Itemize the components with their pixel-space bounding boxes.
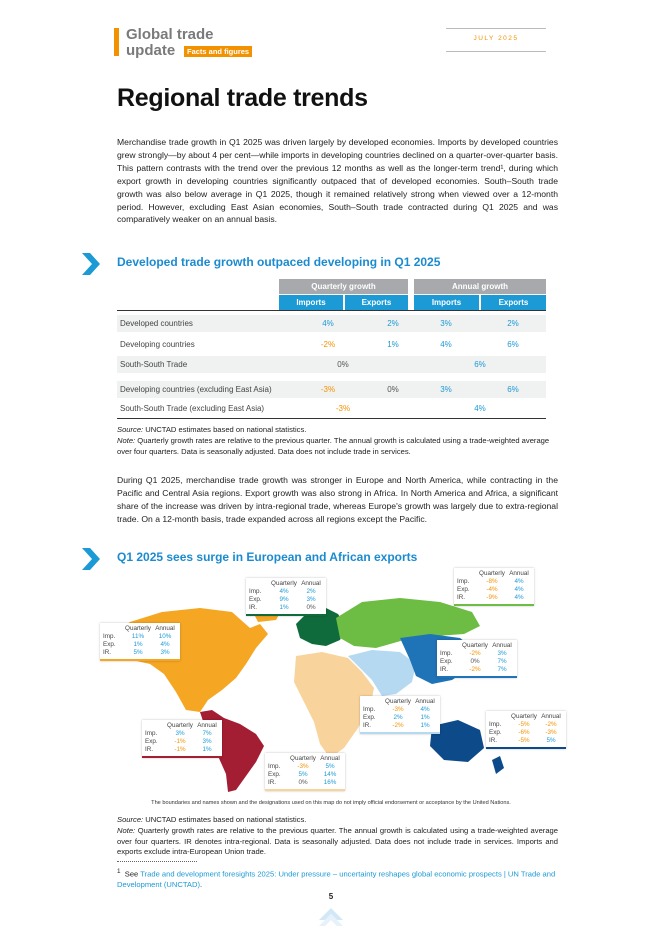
issue-date: JULY 2025 [473,35,519,42]
table-row: Developed countries 4% 2% 3% 2% [117,315,546,332]
table-col-a-exports: Exports [481,295,546,310]
callout-south-asia: Quarterly Annual Imp. -3% 4% Exp. 2% 1% IR. -2% 1% [360,696,440,734]
callout-north-america: Quarterly Annual Imp. 11% 10% Exp. 1% 4% IR. 5% 3% [100,623,180,661]
table-col-q-imports: Imports [279,295,343,310]
footnote-rule [117,861,197,862]
table-col-q-exports: Exports [345,295,408,310]
date-rule-top [446,28,546,29]
section-title-table: Developed trade growth outpaced developing in Q1 2025 [117,255,441,269]
section-chevron-icon [82,548,100,570]
scroll-up-chevron-icon[interactable] [319,908,343,926]
footnote-link[interactable]: Trade and development foresights 2025: Under pressure – uncertainty reshapes global economic prospects | UN Trade and Development (UNCTAD) [117,869,556,889]
callout-east-asia: Quarterly Annual Imp. -2% 3% Exp. 0% 7% IR. -2% 7% [437,640,517,678]
table-row: South-South Trade 0% 6% [117,356,546,373]
page-number: 5 [328,892,334,901]
intro-paragraph: Merchandise trade growth in Q1 2025 was driven largely by developed economies. Imports by developed countries grew strongly—by about 4 per cent—while imports in developing countries declined on a quarter-over-quarter basis. This pattern contrasts with the trend over the previous 12 months as well as the longer-term trend¹, during which export growth in developing countries significantly outpaced that of developed economies. South–South trade growth was also below average in Q1 2025, though it remained relatively strong when viewed over a 12-month period. However, excluding East Asian economies, South–South trade contracted during Q1 2025 and was comparatively weaker on an annual basis. [117,137,558,225]
table-note: Note: Quarterly growth rates are relative to the previous quarter. The annual growth is calculated using a trade-weighted average over four quarters. Data is seasonally adjusted. Data does not include trade in services. [117,436,550,456]
callout-africa: Quarterly Annual Imp. -3% 5% Exp. 5% 14% IR. 0% 16% [265,753,345,791]
callout-europe: Quarterly Annual Imp. 4% 2% Exp. 9% 3% IR. 1% 0% [246,578,326,616]
brand-title-line1: Global trade [126,26,214,43]
brand-title-line2: update [126,42,176,59]
table-row: South-South Trade (excluding East Asia) -3% 4% [120,404,486,413]
callout-central-asia: Quarterly Annual Imp. -8% 4% Exp. -4% 4% IR. -9% 4% [454,568,534,606]
region-pacific-islands [492,756,504,774]
table-col-a-imports: Imports [414,295,479,310]
table-source: Source: UNCTAD estimates based on national statistics. [117,425,307,434]
date-rule-bottom [446,51,546,52]
callout-pacific: Quarterly Annual Imp. -5% -2% Exp. -6% -3% IR. -5% 5% [486,711,566,749]
section-chevron-icon [82,253,100,275]
table-row: Developing countries (excluding East Asia) -3% 0% 3% 6% [117,381,546,398]
map-disclaimer: The boundaries and names shown and the designations used on this map do not imply official endorsement or acceptance by the United Nations. [151,800,511,806]
table-row: Developing countries -2% 1% 4% 6% [120,340,519,349]
footnote: $^1$ See Trade and development foresights 2025: Under pressure – uncertainty reshapes global economic prospects | UN Trade and Development (UNCTAD). [117,868,556,889]
table-top-rule [117,310,546,311]
table-group-quarterly: Quarterly growth [279,279,408,294]
brand-tag: Facts and figures [184,46,252,57]
brand-accent-bar [114,28,119,56]
section-title-map: Q1 2025 sees surge in European and African exports [117,550,418,564]
table-group-annual: Annual growth [414,279,546,294]
table-bottom-rule [117,418,546,419]
map-source: Source: UNCTAD estimates based on national statistics. [117,815,307,824]
page-title: Regional trade trends [117,84,368,112]
map-note: Note: Quarterly growth rates are relative to the previous quarter. The annual growth is calculated using a trade-weighted average over four quarters. IR denotes intra-regional. Data is seasonally adjusted. Data does not include trade in services. Imports and exports exclude intra-European Union trade. [117,826,558,856]
second-paragraph: During Q1 2025, merchandise trade growth was stronger in Europe and North America, while contracting in the Pacific and Central Asia regions. Export growth was also strong in Africa. In North America and Africa, a significant share of the increase was driven by intra-regional trade, whereas Europe's growth was largely due to extra-regional trade. On a 12-month basis, trade expanded across all regions except the Pacific. [117,475,558,524]
callout-latin-america: Quarterly Annual Imp. 3% 7% Exp. -1% 3% IR. -1% 1% [142,720,222,758]
